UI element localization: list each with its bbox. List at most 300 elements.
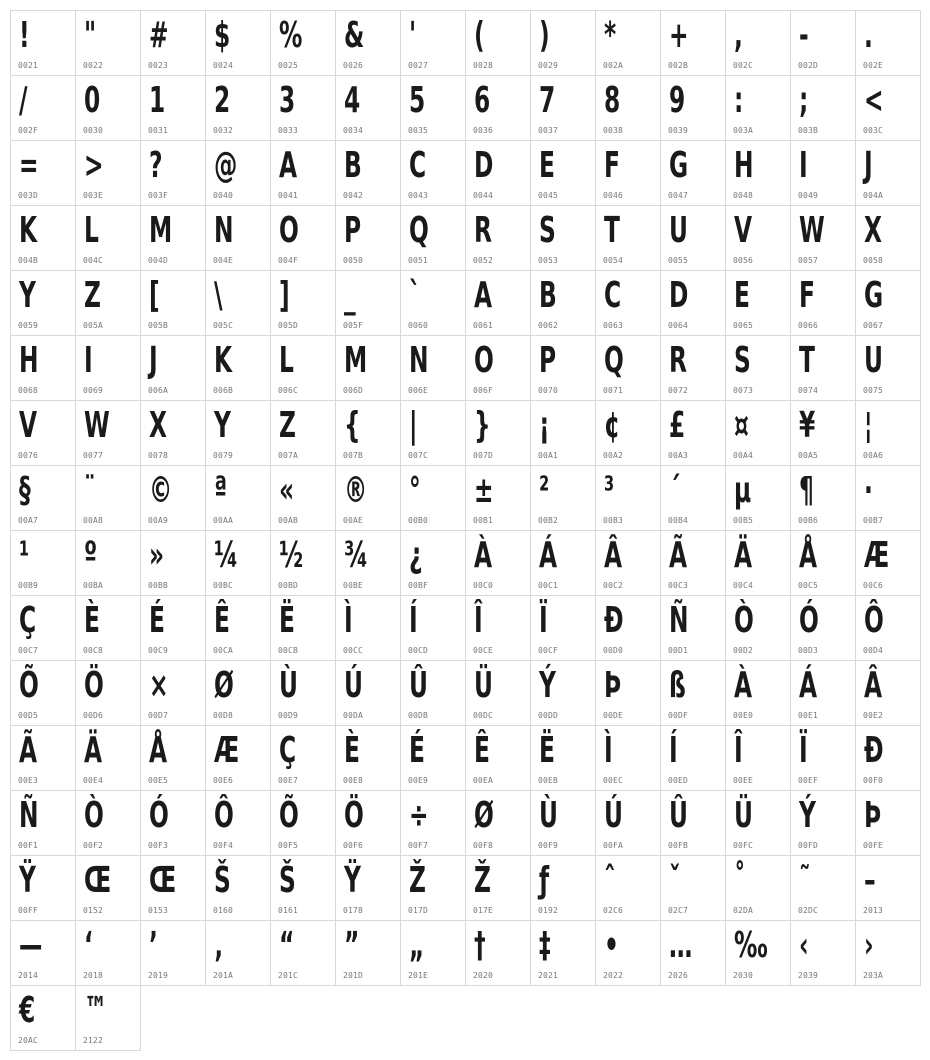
glyph-cell xyxy=(401,141,466,206)
glyph-cell xyxy=(661,11,726,76)
glyph-character: A xyxy=(279,145,298,186)
glyph-cell xyxy=(401,206,466,271)
glyph-cell xyxy=(791,856,856,921)
glyph-codepoint-label: 003D xyxy=(18,191,39,200)
glyph-cell xyxy=(726,336,791,401)
glyph-character: D xyxy=(669,275,689,316)
glyph-character: Å xyxy=(799,535,818,576)
glyph-codepoint-label: 0073 xyxy=(733,386,754,395)
glyph-character: 2 xyxy=(214,80,231,121)
glyph-character: 8 xyxy=(604,80,621,121)
glyph-cell xyxy=(466,401,531,466)
glyph-character: S xyxy=(539,210,556,251)
glyph-character: Á xyxy=(799,665,818,706)
glyph-character: Z xyxy=(84,275,101,316)
glyph-character: Ï xyxy=(539,600,548,641)
glyph-cell xyxy=(206,271,271,336)
glyph-cell xyxy=(726,531,791,596)
glyph-codepoint-label: 0040 xyxy=(213,191,234,200)
glyph-codepoint-label: 00B0 xyxy=(408,516,429,525)
glyph-cell xyxy=(791,531,856,596)
glyph-codepoint-label: 00F0 xyxy=(863,776,884,785)
glyph-cell xyxy=(791,271,856,336)
glyph-codepoint-label: 2026 xyxy=(668,971,689,980)
glyph-cell xyxy=(11,856,76,921)
glyph-character: ƒ xyxy=(539,860,550,901)
glyph-codepoint-label: 00FC xyxy=(733,841,754,850)
glyph-character: ˇ xyxy=(669,860,681,901)
glyph-cell xyxy=(466,466,531,531)
glyph-cell xyxy=(856,726,921,791)
glyph-character: E xyxy=(539,145,555,186)
glyph-codepoint-label: 004F xyxy=(278,256,299,265)
glyph-character: C xyxy=(409,145,427,186)
glyph-character: ; xyxy=(799,80,809,121)
glyph-cell xyxy=(531,206,596,271)
glyph-codepoint-label: 0178 xyxy=(343,906,364,915)
glyph-cell xyxy=(336,76,401,141)
glyph-character: ¤ xyxy=(734,405,749,446)
glyph-codepoint-label: 004C xyxy=(83,256,104,265)
glyph-cell xyxy=(11,206,76,271)
glyph-codepoint-label: 00EA xyxy=(473,776,494,785)
glyph-codepoint-label: 0060 xyxy=(408,321,429,330)
glyph-codepoint-label: 00ED xyxy=(668,776,689,785)
glyph-cell xyxy=(466,11,531,76)
glyph-codepoint-label: 0192 xyxy=(538,906,559,915)
glyph-character: É xyxy=(409,730,425,771)
glyph-cell xyxy=(76,206,141,271)
glyph-codepoint-label: 00C9 xyxy=(148,646,169,655)
glyph-cell xyxy=(141,76,206,141)
glyph-cell xyxy=(271,141,336,206)
glyph-character: I xyxy=(799,145,808,186)
glyph-codepoint-label: 007C xyxy=(408,451,429,460)
glyph-cell xyxy=(856,401,921,466)
glyph-character: , xyxy=(734,15,743,56)
glyph-cell xyxy=(726,466,791,531)
glyph-cell xyxy=(596,271,661,336)
glyph-cell xyxy=(856,466,921,531)
glyph-cell xyxy=(76,661,141,726)
glyph-codepoint-label: 02DA xyxy=(733,906,754,915)
glyph-character: Ñ xyxy=(19,795,39,836)
glyph-codepoint-label: 201D xyxy=(343,971,364,980)
glyph-codepoint-label: 00BD xyxy=(278,581,299,590)
glyph-cell xyxy=(11,336,76,401)
glyph-cell xyxy=(531,76,596,141)
glyph-cell xyxy=(856,921,921,986)
glyph-character: 7 xyxy=(539,80,556,121)
glyph-cell xyxy=(791,791,856,856)
glyph-character: A xyxy=(474,275,493,316)
glyph-character: T xyxy=(799,340,815,381)
glyph-cell xyxy=(401,531,466,596)
glyph-cell xyxy=(661,596,726,661)
glyph-codepoint-label: 0054 xyxy=(603,256,624,265)
glyph-cell xyxy=(76,986,141,1051)
glyph-cell xyxy=(661,726,726,791)
glyph-cell xyxy=(206,336,271,401)
glyph-cell xyxy=(661,531,726,596)
glyph-cell xyxy=(141,336,206,401)
glyph-codepoint-label: 006C xyxy=(278,386,299,395)
glyph-cell xyxy=(336,726,401,791)
glyph-cell xyxy=(401,726,466,791)
glyph-codepoint-label: 00FE xyxy=(863,841,884,850)
glyph-codepoint-label: 0152 xyxy=(83,906,104,915)
glyph-codepoint-label: 0071 xyxy=(603,386,624,395)
glyph-codepoint-label: 007D xyxy=(473,451,494,460)
glyph-cell xyxy=(531,11,596,76)
glyph-cell xyxy=(206,921,271,986)
glyph-cell xyxy=(206,206,271,271)
glyph-cell xyxy=(271,531,336,596)
glyph-cell xyxy=(206,466,271,531)
glyph-character: 0 xyxy=(84,80,101,121)
glyph-character: G xyxy=(669,145,689,186)
glyph-character: . xyxy=(864,15,873,56)
glyph-cell xyxy=(76,921,141,986)
glyph-cell xyxy=(206,596,271,661)
glyph-character: „ xyxy=(409,925,425,966)
glyph-codepoint-label: 0061 xyxy=(473,321,494,330)
glyph-cell xyxy=(336,531,401,596)
glyph-character: ± xyxy=(474,470,494,511)
glyph-cell xyxy=(466,856,531,921)
glyph-cell xyxy=(206,11,271,76)
glyph-codepoint-label: 003A xyxy=(733,126,754,135)
glyph-character: J xyxy=(149,340,158,381)
glyph-character: Ý xyxy=(799,795,816,836)
glyph-character: 3 xyxy=(279,80,296,121)
glyph-codepoint-label: 0031 xyxy=(148,126,169,135)
glyph-character: > xyxy=(84,145,104,186)
glyph-cell xyxy=(726,921,791,986)
glyph-character: G xyxy=(864,275,884,316)
glyph-codepoint-label: 0045 xyxy=(538,191,559,200)
glyph-codepoint-label: 201C xyxy=(278,971,299,980)
glyph-codepoint-label: 0161 xyxy=(278,906,299,915)
glyph-character: Y xyxy=(19,275,36,316)
glyph-cell xyxy=(76,856,141,921)
glyph-codepoint-label: 006D xyxy=(343,386,364,395)
glyph-character: Ú xyxy=(604,795,623,836)
glyph-cell xyxy=(596,401,661,466)
glyph-codepoint-label: 00C4 xyxy=(733,581,754,590)
glyph-codepoint-label: 00D7 xyxy=(148,711,169,720)
glyph-codepoint-label: 004D xyxy=(148,256,169,265)
glyph-character: W xyxy=(799,210,825,251)
glyph-character: À xyxy=(734,665,753,706)
glyph-cell xyxy=(141,856,206,921)
glyph-character: ˆ xyxy=(604,860,616,901)
glyph-codepoint-label: 0026 xyxy=(343,61,364,70)
glyph-character: Ç xyxy=(19,600,37,641)
glyph-codepoint-label: 007A xyxy=(278,451,299,460)
glyph-character: ¥ xyxy=(799,405,816,446)
glyph-codepoint-label: 0057 xyxy=(798,256,819,265)
glyph-cell xyxy=(726,206,791,271)
glyph-cell xyxy=(466,336,531,401)
glyph-character: ¹ xyxy=(19,535,30,576)
glyph-cell xyxy=(531,791,596,856)
glyph-character: K xyxy=(214,340,233,381)
glyph-character: ‘ xyxy=(84,925,93,966)
glyph-cell xyxy=(466,531,531,596)
glyph-character: Ò xyxy=(734,600,754,641)
glyph-character: < xyxy=(864,80,884,121)
glyph-cell xyxy=(726,596,791,661)
glyph-character: Ã xyxy=(19,730,38,771)
glyph-codepoint-label: 017E xyxy=(473,906,494,915)
glyph-codepoint-label: 2014 xyxy=(18,971,39,980)
glyph-codepoint-label: 0038 xyxy=(603,126,624,135)
glyph-character: Q xyxy=(409,210,429,251)
glyph-codepoint-label: 00BB xyxy=(148,581,169,590)
glyph-cell xyxy=(856,791,921,856)
glyph-codepoint-label: 00F3 xyxy=(148,841,169,850)
glyph-cell xyxy=(271,271,336,336)
glyph-character: 5 xyxy=(409,80,426,121)
glyph-cell xyxy=(336,401,401,466)
glyph-cell xyxy=(596,856,661,921)
glyph-cell xyxy=(206,531,271,596)
glyph-cell xyxy=(401,661,466,726)
glyph-character: X xyxy=(864,210,882,251)
glyph-character: M xyxy=(149,210,173,251)
glyph-cell xyxy=(531,401,596,466)
glyph-cell xyxy=(76,726,141,791)
glyph-codepoint-label: 00CE xyxy=(473,646,494,655)
glyph-character: › xyxy=(864,925,874,966)
glyph-cell xyxy=(336,336,401,401)
glyph-character: È xyxy=(84,600,100,641)
glyph-character: € xyxy=(19,990,36,1031)
glyph-character: Đ xyxy=(604,600,624,641)
glyph-character: Ë xyxy=(279,600,295,641)
glyph-character: _ xyxy=(344,275,356,316)
glyph-cell xyxy=(466,141,531,206)
glyph-codepoint-label: 005F xyxy=(343,321,364,330)
glyph-character: Ž xyxy=(474,860,491,901)
glyph-character: = xyxy=(19,145,39,186)
glyph-codepoint-label: 00A1 xyxy=(538,451,559,460)
glyph-character: B xyxy=(539,275,557,316)
glyph-cell xyxy=(11,11,76,76)
glyph-cell xyxy=(791,921,856,986)
glyph-character: À xyxy=(474,535,493,576)
glyph-character: Õ xyxy=(279,795,299,836)
glyph-codepoint-label: 002C xyxy=(733,61,754,70)
glyph-cell xyxy=(661,661,726,726)
glyph-character: ¨ xyxy=(84,470,96,511)
glyph-codepoint-label: 00D6 xyxy=(83,711,104,720)
glyph-cell xyxy=(596,791,661,856)
glyph-codepoint-label: 201E xyxy=(408,971,429,980)
glyph-character: R xyxy=(669,340,687,381)
glyph-codepoint-label: 0036 xyxy=(473,126,494,135)
glyph-cell xyxy=(726,726,791,791)
glyph-cell xyxy=(401,76,466,141)
glyph-codepoint-label: 0023 xyxy=(148,61,169,70)
glyph-cell xyxy=(206,661,271,726)
glyph-character: / xyxy=(19,80,28,121)
glyph-character: Î xyxy=(474,600,483,641)
glyph-character: Ä xyxy=(734,535,753,576)
glyph-cell xyxy=(271,726,336,791)
glyph-character: ! xyxy=(19,15,30,56)
glyph-codepoint-label: 0034 xyxy=(343,126,364,135)
glyph-character: – xyxy=(864,860,876,901)
glyph-cell xyxy=(141,531,206,596)
glyph-codepoint-label: 00CC xyxy=(343,646,364,655)
glyph-character: ° xyxy=(409,470,421,511)
glyph-codepoint-label: 0065 xyxy=(733,321,754,330)
glyph-cell xyxy=(401,791,466,856)
glyph-character: × xyxy=(149,665,169,706)
glyph-codepoint-label: 0074 xyxy=(798,386,819,395)
glyph-codepoint-label: 0047 xyxy=(668,191,689,200)
glyph-character: Û xyxy=(669,795,688,836)
glyph-character: Ñ xyxy=(669,600,689,641)
glyph-codepoint-label: 00B9 xyxy=(18,581,39,590)
glyph-codepoint-label: 00C5 xyxy=(798,581,819,590)
glyph-character: Ä xyxy=(84,730,103,771)
glyph-character: … xyxy=(669,925,693,966)
glyph-cell xyxy=(206,856,271,921)
glyph-codepoint-label: 2018 xyxy=(83,971,104,980)
glyph-cell xyxy=(466,76,531,141)
glyph-codepoint-label: 2022 xyxy=(603,971,624,980)
glyph-codepoint-label: 00BC xyxy=(213,581,234,590)
glyph-codepoint-label: 0035 xyxy=(408,126,429,135)
glyph-codepoint-label: 02DC xyxy=(798,906,819,915)
glyph-codepoint-label: 0044 xyxy=(473,191,494,200)
glyph-codepoint-label: 002A xyxy=(603,61,624,70)
glyph-character: ³ xyxy=(604,470,615,511)
glyph-cell xyxy=(791,401,856,466)
glyph-codepoint-label: 004B xyxy=(18,256,39,265)
glyph-character: Û xyxy=(409,665,428,706)
glyph-codepoint-label: 00EF xyxy=(798,776,819,785)
glyph-codepoint-label: 00A9 xyxy=(148,516,169,525)
glyph-codepoint-label: 006E xyxy=(408,386,429,395)
glyph-character: X xyxy=(149,405,167,446)
glyph-character: Ê xyxy=(474,730,490,771)
glyph-codepoint-label: 0058 xyxy=(863,256,884,265)
glyph-codepoint-label: 00C2 xyxy=(603,581,624,590)
glyph-cell xyxy=(596,531,661,596)
glyph-character: I xyxy=(84,340,93,381)
glyph-codepoint-label: 005C xyxy=(213,321,234,330)
glyph-cell xyxy=(531,336,596,401)
glyph-character: Á xyxy=(539,535,558,576)
glyph-codepoint-label: 0050 xyxy=(343,256,364,265)
glyph-codepoint-label: 0063 xyxy=(603,321,624,330)
glyph-cell xyxy=(531,661,596,726)
glyph-codepoint-label: 0078 xyxy=(148,451,169,460)
glyph-cell xyxy=(596,336,661,401)
glyph-codepoint-label: 0049 xyxy=(798,191,819,200)
glyph-cell xyxy=(791,466,856,531)
glyph-cell xyxy=(596,76,661,141)
glyph-cell xyxy=(271,856,336,921)
glyph-character: T xyxy=(604,210,620,251)
glyph-cell xyxy=(76,596,141,661)
glyph-character: Î xyxy=(734,730,743,771)
glyph-cell xyxy=(856,206,921,271)
glyph-cell xyxy=(141,661,206,726)
glyph-codepoint-label: 00B6 xyxy=(798,516,819,525)
glyph-character: ¾ xyxy=(344,535,369,576)
glyph-codepoint-label: 0077 xyxy=(83,451,104,460)
glyph-character: Y xyxy=(214,405,231,446)
glyph-character: V xyxy=(734,210,753,251)
glyph-cell xyxy=(791,336,856,401)
glyph-codepoint-label: 00B7 xyxy=(863,516,884,525)
glyph-character: " xyxy=(84,15,97,56)
glyph-cell xyxy=(336,271,401,336)
glyph-cell xyxy=(401,856,466,921)
glyph-character: Â xyxy=(864,665,883,706)
glyph-cell xyxy=(336,661,401,726)
glyph-codepoint-label: 00F4 xyxy=(213,841,234,850)
glyph-cell xyxy=(661,76,726,141)
glyph-codepoint-label: 0046 xyxy=(603,191,624,200)
glyph-codepoint-label: 00CF xyxy=(538,646,559,655)
glyph-character: Å xyxy=(149,730,168,771)
glyph-character: F xyxy=(604,145,620,186)
glyph-cell xyxy=(401,11,466,76)
glyph-cell xyxy=(791,661,856,726)
glyph-character: H xyxy=(734,145,754,186)
glyph-character: ? xyxy=(149,145,163,186)
glyph-cell xyxy=(726,141,791,206)
glyph-cell xyxy=(856,11,921,76)
glyph-character: + xyxy=(669,15,689,56)
glyph-character: P xyxy=(539,340,557,381)
glyph-character: P xyxy=(344,210,362,251)
glyph-cell xyxy=(596,466,661,531)
glyph-cell xyxy=(401,466,466,531)
glyph-codepoint-label: 00A3 xyxy=(668,451,689,460)
glyph-cell xyxy=(141,141,206,206)
glyph-cell xyxy=(596,206,661,271)
glyph-character: M xyxy=(344,340,368,381)
glyph-character: : xyxy=(734,80,744,121)
glyph-character: ¦ xyxy=(864,405,873,446)
glyph-character: — xyxy=(19,925,43,966)
glyph-codepoint-label: 0059 xyxy=(18,321,39,330)
glyph-cell xyxy=(596,141,661,206)
glyph-cell xyxy=(206,401,271,466)
glyph-codepoint-label: 006F xyxy=(473,386,494,395)
glyph-character: H xyxy=(19,340,39,381)
glyph-character: ¶ xyxy=(799,470,814,511)
glyph-character: Í xyxy=(409,600,418,641)
glyph-cell xyxy=(466,206,531,271)
glyph-character: ½ xyxy=(279,535,304,576)
glyph-codepoint-label: 005B xyxy=(148,321,169,330)
glyph-character: ® xyxy=(344,470,368,511)
glyph-codepoint-label: 00C3 xyxy=(668,581,689,590)
glyph-character: « xyxy=(279,470,295,511)
glyph-character: Ù xyxy=(539,795,558,836)
glyph-character: O xyxy=(279,210,299,251)
glyph-codepoint-label: 0025 xyxy=(278,61,299,70)
glyph-codepoint-label: 00E8 xyxy=(343,776,364,785)
